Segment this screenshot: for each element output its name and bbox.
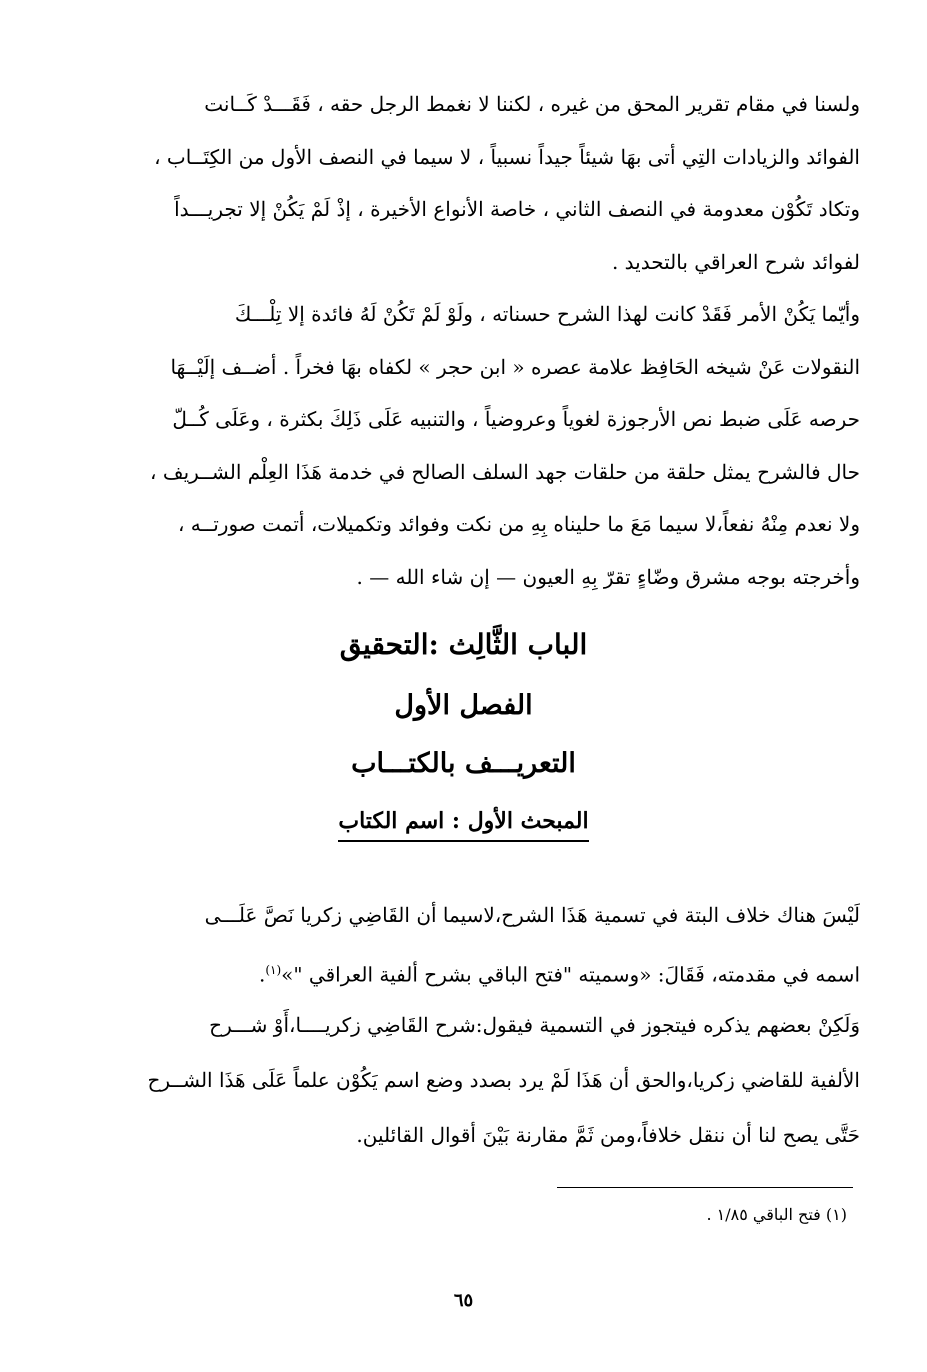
section-heading: الفصل الأول xyxy=(394,690,533,721)
text-line: النقولات عَنْ شيخه الحَافِظ علامة عصره « ابن حجر » لكفاه بهَا فخراً . أضــف إلَيْــهَا xyxy=(170,354,860,379)
chapter-heading: الباب الثَّالِث :التحقيق xyxy=(339,628,588,661)
text-line: الألفية للقاضي زكريا،والحق أن هَذَا لَمْ يرد بصدد وضع اسم يَكُوْن علماً عَلَى هَذَا الشــرح xyxy=(147,1068,860,1092)
text-line: حال فالشرح يمثل حلقة من حلقات جهد السلف الصالح في خدمة هَذَا العِلْم الشــريف ، xyxy=(150,459,860,484)
topic-heading: التعريـــف بالكتـــاب xyxy=(351,748,576,779)
text-line: الفوائد والزيادات التِي أتى بهَا شيئاً جيداً نسبياً ، لا سيما في النصف الأول من الكِتَــاب ، xyxy=(154,144,860,169)
text-line-content: اسمه في مقدمته، فَقَالَ: «وسميته "فتح الباقي بشرح ألفية العراقي "» xyxy=(281,962,860,987)
text-line: وَلَكِنْ بعضهم يذكره فيتجوز في التسمية فيقول:شرح القَاضِي زكريــــا،أَوْ شـــرح xyxy=(209,1013,860,1037)
subtopic-wrapper xyxy=(0,808,927,842)
subtopic-heading: المبحث الأول : اسم الكتاب xyxy=(338,808,588,842)
text-line: وأيّما يَكُنْ الأمر فَقَدْ كانت لهذا الشرح حسناته ، ولَوْ لَمْ تَكُنْ لَهُ فائدة إلا تِلْـــكَ xyxy=(234,302,860,326)
text-line: وأخرجته بوجه مشرق وضّاءٍ تقرّ بِهِ العيون — إن شاء الله — . xyxy=(356,564,860,589)
footnote: (١) فتح الباقي ١/٨٥ . xyxy=(706,1205,847,1224)
footnote-reference[interactable]: (١) xyxy=(265,963,282,977)
text-line: لَيْسَ هناك خلاف البتة في تسمية هَذَا الشرح،لاسيما أن القَاضِي زكريا نَصَّ عَلَـــى xyxy=(204,903,860,927)
text-line: ولا نعدم مِنْهُ نفعاً،لا سيما مَعَ ما حليناه بِهِ من نكت وفوائد وتكميلات، أتمت صورتــه ، xyxy=(177,512,860,536)
body-paragraph xyxy=(90,888,860,1163)
text-line xyxy=(90,943,860,998)
intro-paragraph xyxy=(90,78,860,603)
text-line: حرصه عَلَى ضبط نص الأرجوزة لغوياً وعروضياً ، والتنبيه عَلَى ذَلِكَ بكثرة ، وعَلَى كُــلّ xyxy=(172,407,860,431)
text-line: وتكاد تَكُوْن معدومة في النصف الثاني ، خاصة الأنواع الأخيرة ، إذْ لَمْ يَكُنْ إلا تجريـــداً xyxy=(174,197,860,221)
text-line: حَتَّى يصح لنا أن ننقل خلافاً،ومن ثَمَّ مقارنة بَيْنَ أقوال القائلين. xyxy=(356,1123,860,1147)
page-number: ٦٥ xyxy=(453,1290,474,1311)
text-line: ولسنا في مقام تقرير المحق من غيره ، لكننا لا نغمط الرجل حقه ، فَقَـــدْ كَــانت xyxy=(204,92,860,116)
line-end-mark: . xyxy=(258,962,266,987)
text-line: لفوائد شرح العراقي بالتحديد . xyxy=(611,249,860,274)
footnote-divider xyxy=(557,1187,853,1188)
